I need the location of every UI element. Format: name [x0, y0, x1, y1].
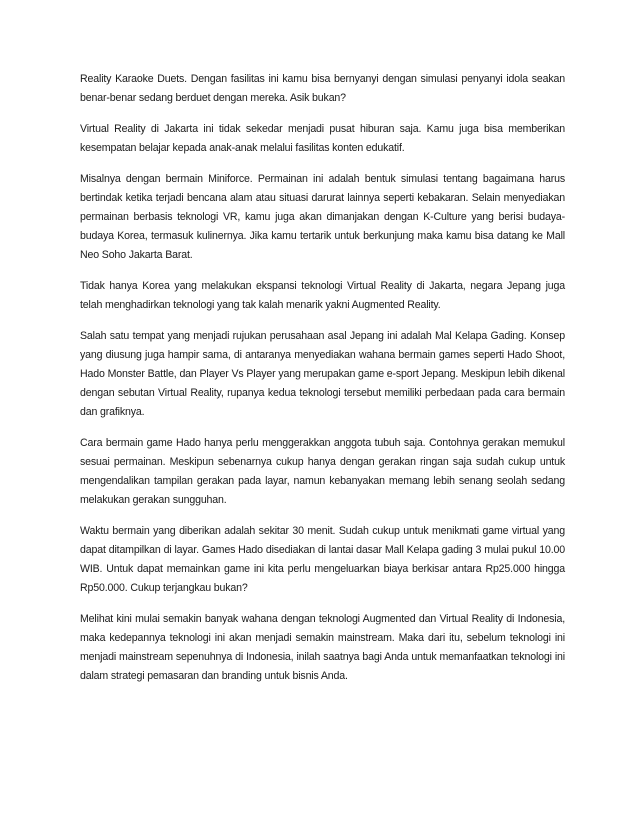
paragraph-4: Tidak hanya Korea yang melakukan ekspansi teknologi Virtual Reality di Jakarta, negara Jepang juga telah menghadirkan teknologi yang tak kalah menarik yakni Augmented Reality.: [80, 280, 565, 311]
paragraph-3: Misalnya dengan bermain Miniforce. Permainan ini adalah bentuk simulasi tentang bagaimana harus bertindak ketika terjadi bencana alam atau situasi darurat lainnya seperti kebakaran. Selain menyediakan permainan berbasis teknologi VR, kamu juga akan dimanjakan dengan K-Culture yang berisi budaya-budaya Korea, termasuk kulinernya. Jika kamu tertarik untuk berkunjung maka kamu bisa datang ke Mall Neo Soho Jakarta Barat.: [80, 173, 565, 261]
paragraph-2: Virtual Reality di Jakarta ini tidak sekedar menjadi pusat hiburan saja. Kamu juga bisa memberikan kesempatan belajar kepada anak-anak melalui fasilitas konten edukatif.: [80, 123, 565, 154]
paragraph-8: Melihat kini mulai semakin banyak wahana dengan teknologi Augmented dan Virtual Reality di Indonesia, maka kedepannya teknologi ini akan menjadi semakin mainstream. Maka dari itu, sebelum teknologi ini menjadi mainstream sepenuhnya di Indonesia, inilah saatnya bagi Anda untuk memanfaatkan teknologi ini dalam strategi pemasaran dan branding untuk bisnis Anda.: [80, 613, 565, 682]
paragraph-7: Waktu bermain yang diberikan adalah sekitar 30 menit. Sudah cukup untuk menikmati game virtual yang dapat ditampilkan di layar. Games Hado disediakan di lantai dasar Mall Kelapa gading 3 mulai pukul 10.00 WIB. Untuk dapat memainkan game ini kita perlu mengeluarkan biaya berkisar antara Rp25.000 hingga Rp50.000. Cukup terjangkau bukan?: [80, 525, 565, 594]
paragraph-6: Cara bermain game Hado hanya perlu menggerakkan anggota tubuh saja. Contohnya gerakan memukul sesuai permainan. Meskipun sebenarnya cukup hanya dengan gerakan ringan saja sudah cukup untuk mengendalikan tampilan gerakan pada layar, namun kebanyakan memang lebih senang seolah sedang melakukan gerakan sungguhan.: [80, 437, 565, 506]
paragraph-1: Reality Karaoke Duets. Dengan fasilitas ini kamu bisa bernyanyi dengan simulasi penyanyi idola seakan benar-benar sedang berduet dengan mereka. Asik bukan?: [80, 73, 565, 104]
document-body: [80, 70, 565, 698]
paragraph-5: Salah satu tempat yang menjadi rujukan perusahaan asal Jepang ini adalah Mal Kelapa Gading. Konsep yang diusung juga hampir sama, di antaranya menyediakan wahana bermain games seperti Hado Shoot, Hado Monster Battle, dan Player Vs Player yang merupakan game e-sport Jepang. Meskipun lebih dikenal dengan sebutan Virtual Reality, rupanya kedua teknologi tersebut memiliki perbedaan pada cara bermain dan grafiknya.: [80, 330, 565, 418]
